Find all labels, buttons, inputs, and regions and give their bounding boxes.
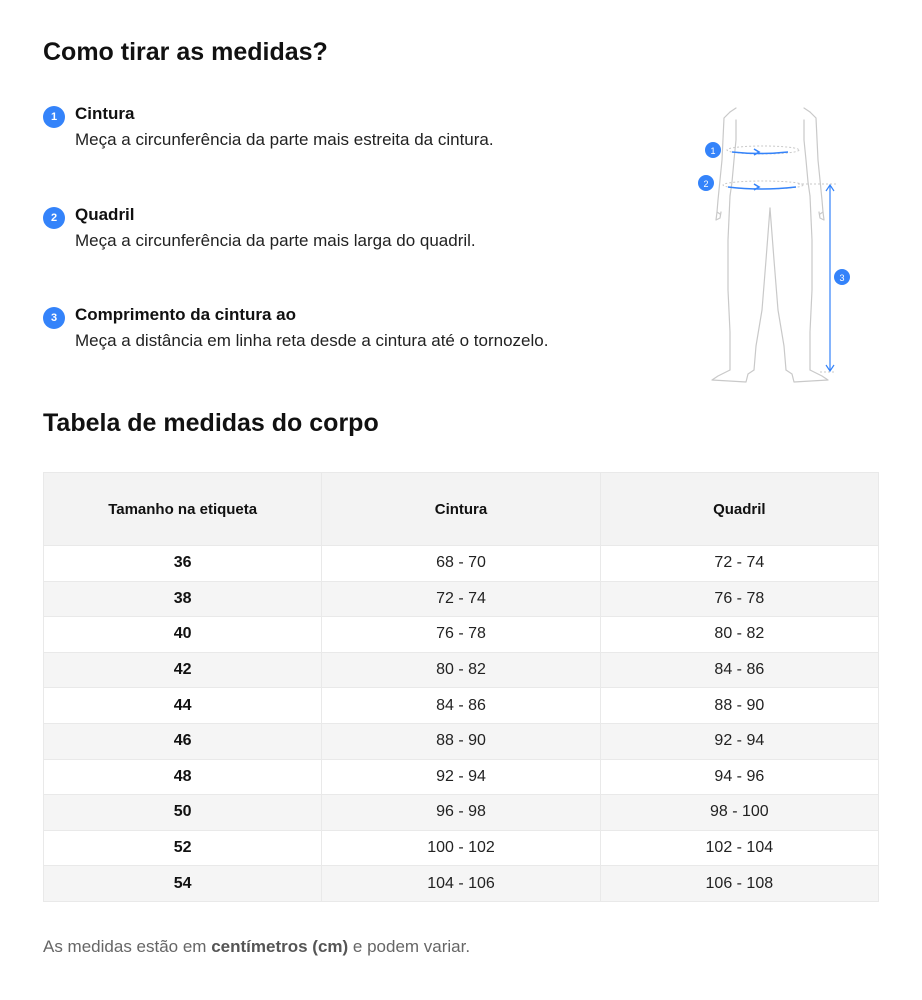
table-row [44, 723, 879, 759]
table-row [44, 830, 879, 866]
units-note [43, 937, 470, 957]
table-row [44, 759, 879, 795]
cell-hip: 80 - 82 [600, 617, 878, 653]
note-units: centímetros (cm) [211, 937, 349, 956]
cell-size: 36 [44, 546, 322, 582]
marker-length: 3 [839, 273, 845, 283]
step-number-badge: 1 [43, 106, 65, 128]
header-waist: Cintura [322, 473, 600, 546]
cell-size: 38 [44, 581, 322, 617]
step-title: Quadril [75, 205, 135, 224]
note-prefix: As medidas estão em [43, 937, 212, 956]
cell-waist: 88 - 90 [322, 723, 600, 759]
marker-hip: 2 [703, 179, 709, 189]
table-header-row [44, 473, 879, 546]
size-table [43, 472, 879, 902]
cell-waist: 84 - 86 [322, 688, 600, 724]
body-measurement-illustration [690, 100, 860, 390]
header-size-label: Tamanho na etiqueta [44, 473, 322, 546]
step-description: Meça a circunferência da parte mais larga do quadril. [75, 231, 476, 250]
note-suffix: e podem variar. [348, 937, 471, 956]
step-number-badge: 2 [43, 207, 65, 229]
cell-hip: 102 - 104 [600, 830, 878, 866]
header-hip: Quadril [600, 473, 878, 546]
step-title: Comprimento da cintura ao [75, 305, 297, 324]
cell-waist: 72 - 74 [322, 581, 600, 617]
cell-hip: 84 - 86 [600, 652, 878, 688]
cell-hip: 94 - 96 [600, 759, 878, 795]
table-row [44, 866, 879, 902]
cell-size: 44 [44, 688, 322, 724]
cell-hip: 98 - 100 [600, 795, 878, 831]
cell-waist: 80 - 82 [322, 652, 600, 688]
marker-waist: 1 [710, 146, 716, 156]
table-row [44, 581, 879, 617]
cell-waist: 92 - 94 [322, 759, 600, 795]
cell-hip: 106 - 108 [600, 866, 878, 902]
cell-waist: 96 - 98 [322, 795, 600, 831]
body-outline-icon [690, 100, 860, 390]
step-description: Meça a circunferência da parte mais estreita da cintura. [75, 130, 494, 149]
cell-size: 52 [44, 830, 322, 866]
table-title: Tabela de medidas do corpo [43, 409, 379, 437]
cell-waist: 100 - 102 [322, 830, 600, 866]
cell-size: 54 [44, 866, 322, 902]
cell-hip: 92 - 94 [600, 723, 878, 759]
cell-size: 40 [44, 617, 322, 653]
table-row [44, 795, 879, 831]
step-title: Cintura [75, 104, 135, 123]
cell-size: 42 [44, 652, 322, 688]
cell-hip: 72 - 74 [600, 546, 878, 582]
step-description: Meça a distância em linha reta desde a cintura até o tornozelo. [75, 331, 549, 350]
cell-waist: 68 - 70 [322, 546, 600, 582]
page-title: Como tirar as medidas? [43, 38, 328, 66]
cell-size: 50 [44, 795, 322, 831]
table-row [44, 688, 879, 724]
cell-waist: 76 - 78 [322, 617, 600, 653]
cell-hip: 88 - 90 [600, 688, 878, 724]
cell-size: 48 [44, 759, 322, 795]
cell-size: 46 [44, 723, 322, 759]
table-row [44, 546, 879, 582]
table-row [44, 617, 879, 653]
step-number-badge: 3 [43, 307, 65, 329]
cell-waist: 104 - 106 [322, 866, 600, 902]
table-row [44, 652, 879, 688]
cell-hip: 76 - 78 [600, 581, 878, 617]
